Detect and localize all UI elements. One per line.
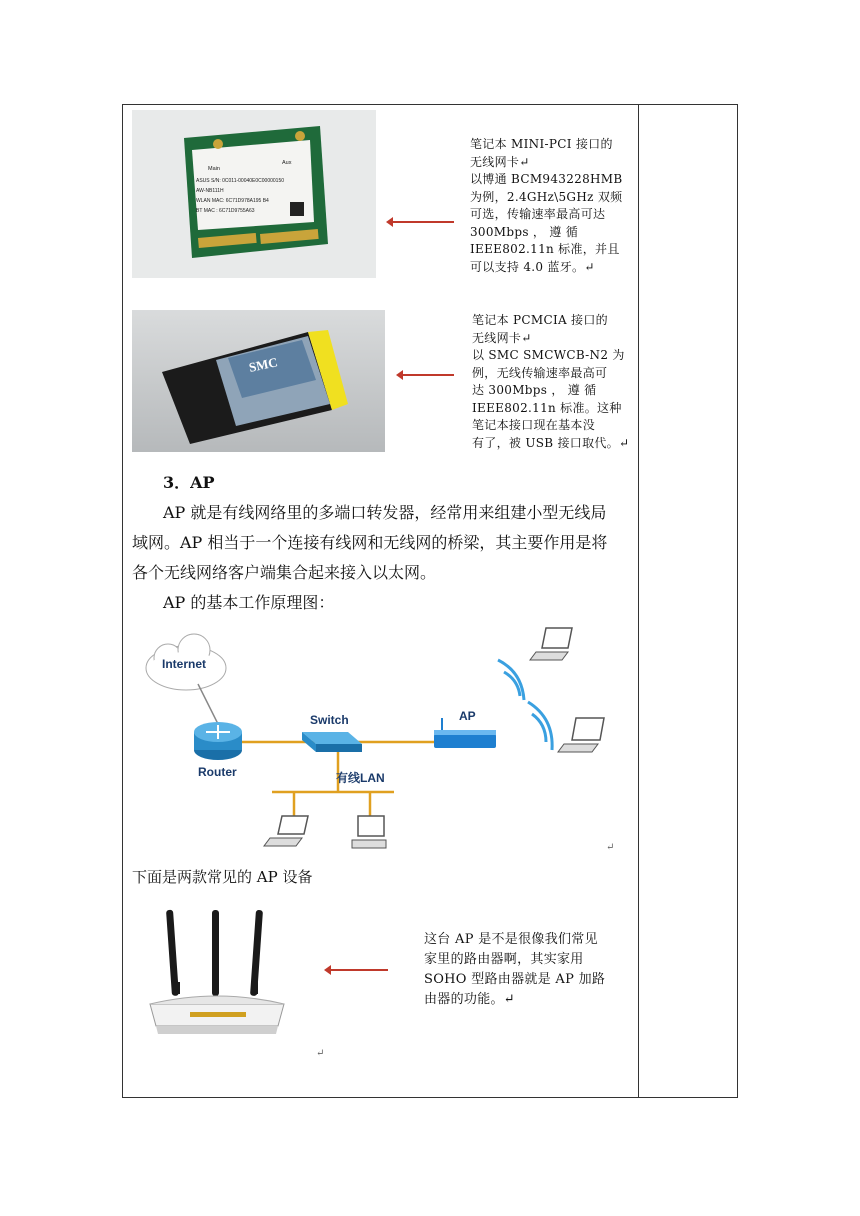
smc-brand-label: SMC	[247, 354, 279, 375]
text-line: 以博通 BCM943228HMB	[470, 172, 623, 186]
text-line: 可选，传输速率最高可达	[470, 207, 606, 221]
switch-icon	[302, 732, 362, 752]
text-line: IEEE802.11n 标准，并且	[470, 242, 620, 256]
text-line: 家里的路由器啊，其实家用	[424, 952, 584, 967]
sticker-aux: Aux	[282, 160, 292, 166]
text-line: 由器的功能。↵	[424, 992, 515, 1007]
card1-description	[470, 136, 623, 276]
sticker-wlan-mac: WLAN MAC: 6C71D978A195 B4	[196, 198, 269, 204]
sticker-model: AW-NB111H	[196, 188, 224, 194]
mini-pci-card-image	[132, 110, 376, 278]
return-mark: ↵	[606, 842, 615, 853]
text-line: 笔记本 PCMCIA 接口的	[472, 313, 608, 327]
text-line: SOHO 型路由器就是 AP 加路	[424, 972, 606, 987]
text-line: 例，无线传输速率最高可	[472, 365, 608, 380]
text-line: AP 就是有线网络里的多端口转发器，经常用来组建小型无线局	[163, 503, 607, 522]
arrow-left-icon	[392, 221, 454, 223]
switch-label: Switch	[310, 713, 349, 727]
arrow-left-icon	[402, 374, 454, 376]
text-line: 300Mbps ， 遵 循	[470, 224, 579, 239]
router-icon	[194, 722, 242, 760]
ap-label: AP	[459, 709, 476, 723]
devices-intro: 下面是两款常见的 AP 设备	[132, 868, 313, 886]
ap-network-diagram	[132, 620, 622, 856]
text-line: IEEE802.11n 标准。这种	[472, 400, 622, 415]
laptop-icon	[264, 816, 308, 846]
text-line: 无线网卡↵	[472, 330, 532, 345]
arrow-left-icon	[330, 969, 388, 971]
internet-label: Internet	[162, 657, 207, 671]
router-label: Router	[198, 765, 237, 779]
laptop-icon	[530, 628, 572, 660]
text-line: 有了，被 USB 接口取代。↵	[472, 435, 630, 450]
desktop-computer-icon	[352, 816, 386, 848]
text-line: 这台 AP 是不是很像我们常见	[424, 932, 598, 947]
text-line: 笔记本接口现在基本没	[472, 418, 596, 432]
wired-lan-label: 有线LAN	[336, 771, 385, 785]
text-line: 为例，2.4GHz\5GHz 双频	[470, 189, 623, 204]
text-line: 以 SMC SMCWCB-N2 为	[472, 348, 625, 362]
text-line: 笔记本 MINI-PCI 接口的	[470, 137, 613, 151]
wireless-router-image	[132, 900, 302, 1050]
ap-description	[132, 498, 632, 618]
pcmcia-card-image	[132, 310, 385, 452]
sticker-sn: ASUS S/N: 0C011-00040E0C00000150	[196, 178, 285, 184]
sticker-bt-mac: BT MAC : 6C71D9755A63	[196, 208, 255, 214]
laptop-icon	[558, 718, 604, 752]
card2-description	[472, 312, 630, 452]
sticker-main: Main	[208, 166, 220, 172]
return-mark: ↵	[316, 1048, 325, 1059]
text-line: 各个无线网络客户端集合起来接入以太网。	[132, 563, 437, 582]
section-heading: 3．AP	[163, 473, 215, 492]
table-column-divider	[638, 104, 639, 1098]
text-line: 域网。AP 相当于一个连接有线网和无线网的桥梁，其主要作用是将	[132, 533, 608, 552]
text-line: 达 300Mbps ， 遵 循	[472, 383, 597, 397]
diagram-intro: AP 的基本工作原理图：	[163, 593, 335, 612]
text-line: 可以支持 4.0 蓝牙。↵	[470, 259, 595, 274]
router-description	[424, 930, 614, 1010]
text-line: 无线网卡↵	[470, 154, 530, 169]
wireless-signal-icon	[498, 660, 552, 750]
